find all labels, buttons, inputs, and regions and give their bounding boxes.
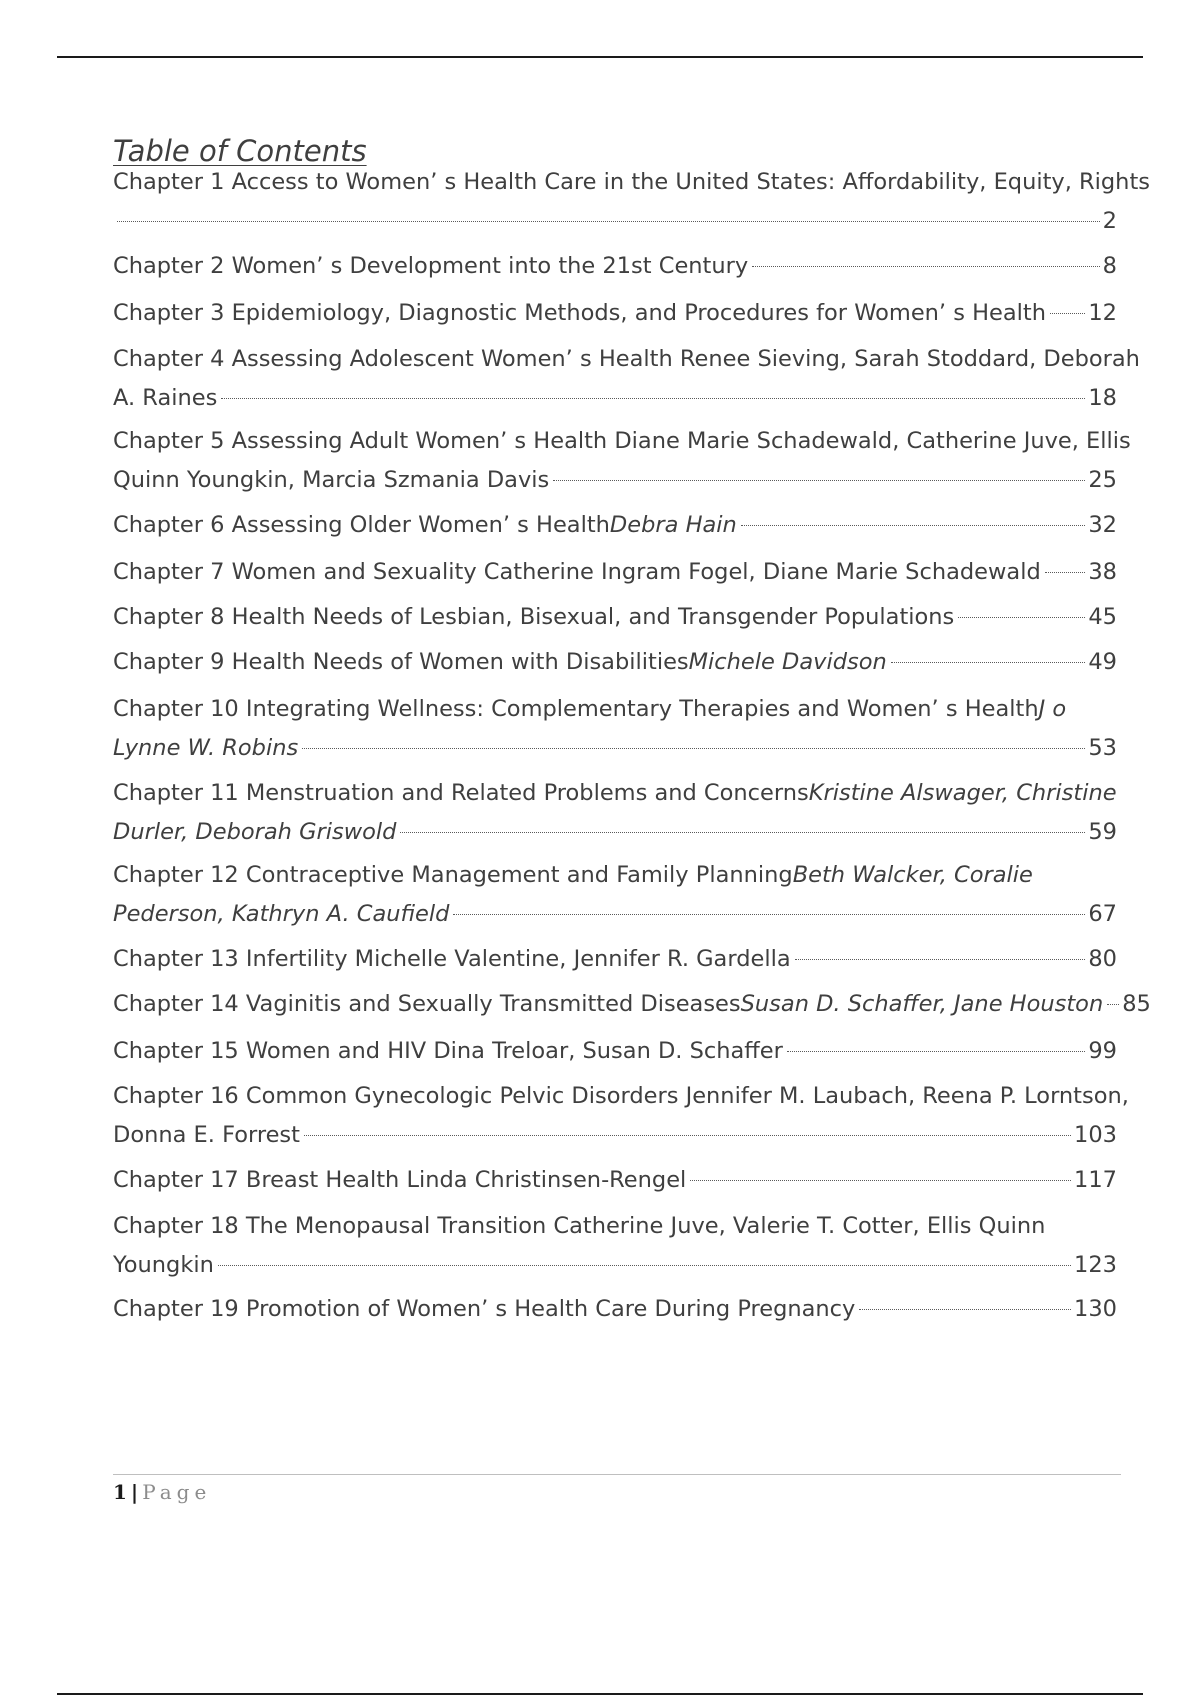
footer-separator: | [130, 1480, 139, 1504]
toc-entry-line [113, 774, 1117, 813]
toc-page-number: 85 [1122, 991, 1151, 1017]
toc-page-number: 12 [1088, 300, 1117, 326]
toc-entry[interactable] [113, 247, 1117, 286]
toc-page-number: 103 [1074, 1122, 1117, 1148]
toc-page-number: 130 [1074, 1296, 1117, 1322]
toc-dot-leader [752, 266, 1099, 267]
toc-dot-leader [218, 1265, 1071, 1266]
toc-page-number: 123 [1074, 1252, 1117, 1278]
header-rule [57, 56, 1143, 58]
toc-entry-title: Chapter 11 Menstruation and Related Problems and Concerns [113, 780, 809, 806]
toc-page-number: 59 [1088, 819, 1117, 845]
toc-dot-leader [400, 832, 1085, 833]
toc-entry[interactable] [113, 598, 1117, 637]
toc-dot-leader [859, 1309, 1071, 1310]
toc-entry-authors: Michele Davidson [688, 649, 887, 675]
toc-page-number: 38 [1088, 559, 1117, 585]
toc-entry-title: Chapter 7 Women and Sexuality Catherine Ingram Fogel, Diane Marie Schadewald [113, 559, 1041, 585]
toc-entry-line [113, 729, 1117, 768]
toc-page-number: 18 [1088, 385, 1117, 411]
toc-entry-line [113, 940, 1117, 979]
footer-rule [113, 1474, 1121, 1475]
toc-entry-line [113, 379, 1117, 418]
toc-entry[interactable] [113, 506, 1117, 545]
toc-entry-line [113, 1116, 1117, 1155]
toc-entry[interactable] [113, 340, 1140, 418]
toc-dot-leader [741, 525, 1086, 526]
toc-entry[interactable] [113, 856, 1117, 934]
toc-entry[interactable] [113, 985, 1151, 1024]
toc-entry-title: Chapter 13 Infertility Michelle Valentine, Jennifer R. Gardella [113, 946, 791, 972]
toc-entry-line [113, 813, 1117, 852]
footer-bottom-rule [57, 1693, 1143, 1695]
toc-entry-line [113, 985, 1151, 1024]
toc-dot-leader [304, 1135, 1071, 1136]
toc-entry-title: Chapter 8 Health Needs of Lesbian, Bisexual, and Transgender Populations [113, 604, 955, 630]
toc-entry-line [113, 598, 1117, 637]
toc-entry-line [113, 1246, 1117, 1285]
toc-entry-authors: J o [1038, 696, 1067, 722]
toc-page-number: 2 [1102, 208, 1117, 234]
toc-page-number: 8 [1102, 253, 1117, 279]
toc-entry-title: Chapter 14 Vaginitis and Sexually Transmitted Diseases [113, 991, 741, 1017]
toc-entry-title: Chapter 4 Assessing Adolescent Women’ s Health Renee Sieving, Sarah Stoddard, Deborah [113, 346, 1140, 372]
toc-entry-title: Chapter 19 Promotion of Women’ s Health Care During Pregnancy [113, 1296, 856, 1322]
toc-entry-line [113, 294, 1117, 333]
toc-dot-leader [1050, 313, 1085, 314]
toc-dot-leader [795, 959, 1086, 960]
toc-entry-title: Chapter 3 Epidemiology, Diagnostic Methods, and Procedures for Women’ s Health [113, 300, 1046, 326]
toc-entry-authors: Debra Hain [609, 512, 737, 538]
toc-entry-line [113, 163, 1150, 202]
toc-entry-line [113, 340, 1140, 379]
toc-dot-leader [221, 398, 1085, 399]
toc-page-number: 25 [1088, 467, 1117, 493]
toc-entry-line [113, 422, 1131, 461]
toc-page-number: 117 [1074, 1167, 1117, 1193]
toc-entry-line [113, 461, 1117, 500]
toc-entry-line [113, 506, 1117, 545]
toc-entry-title: Chapter 9 Health Needs of Women with Disabilities [113, 649, 689, 675]
toc-page-number: 80 [1088, 946, 1117, 972]
toc-page-number: 67 [1088, 901, 1117, 927]
page-footer [113, 1478, 211, 1506]
toc-entry-line [113, 1032, 1117, 1071]
toc-entry-authors: Pederson, Kathryn A. Caufield [113, 901, 450, 927]
toc-page-number: 49 [1088, 649, 1117, 675]
toc-entry[interactable] [113, 774, 1117, 852]
toc-entry-title: Youngkin [113, 1252, 214, 1278]
toc-entry-title: Quinn Youngkin, Marcia Szmania Davis [113, 467, 550, 493]
toc-page-number: 99 [1088, 1038, 1117, 1064]
page-number: 1 [113, 1480, 127, 1504]
toc-entry-title: Chapter 18 The Menopausal Transition Catherine Juve, Valerie T. Cotter, Ellis Quinn [113, 1213, 1046, 1239]
toc-entry-authors: Lynne W. Robins [113, 735, 299, 761]
toc-entry-line [113, 202, 1117, 241]
toc-dot-leader [302, 748, 1085, 749]
toc-entry-title: Chapter 10 Integrating Wellness: Complementary Therapies and Women’ s Health [113, 696, 1039, 722]
toc-entry-title: Chapter 16 Common Gynecologic Pelvic Disorders Jennifer M. Laubach, Reena P. Lorntson, [113, 1083, 1129, 1109]
toc-entry-line [113, 1207, 1117, 1246]
toc-entry[interactable] [113, 1161, 1117, 1200]
toc-entry-authors: Durler, Deborah Griswold [113, 819, 397, 845]
page-label: Page [142, 1480, 212, 1504]
toc-page-number: 53 [1088, 735, 1117, 761]
toc-entry[interactable] [113, 1290, 1117, 1329]
toc-entry[interactable] [113, 643, 1117, 682]
toc-dot-leader [958, 617, 1085, 618]
toc-entry[interactable] [113, 690, 1117, 768]
toc-entry-authors: Kristine Alswager, Christine [808, 780, 1117, 806]
toc-entry-title: Donna E. Forrest [113, 1122, 300, 1148]
toc-entry-line [113, 1077, 1129, 1116]
toc-entry[interactable] [113, 1077, 1129, 1155]
toc-entry-title: Chapter 15 Women and HIV Dina Treloar, Susan D. Schaffer [113, 1038, 783, 1064]
toc-entry-title: Chapter 12 Contraceptive Management and Family Planning [113, 862, 793, 888]
toc-entry[interactable] [113, 1032, 1117, 1071]
toc-page-number: 45 [1088, 604, 1117, 630]
toc-dot-leader [553, 480, 1085, 481]
toc-dot-leader [1107, 1004, 1119, 1005]
toc-entry-authors: Susan D. Schaffer, Jane Houston [740, 991, 1104, 1017]
toc-entry-title: A. Raines [113, 385, 218, 411]
toc-dot-leader [787, 1051, 1085, 1052]
toc-entry[interactable] [113, 1207, 1117, 1285]
toc-entry-line [113, 690, 1117, 729]
toc-entry-line [113, 643, 1117, 682]
toc-title: Table of Contents [113, 134, 367, 168]
toc-entry-authors: Beth Walcker, Coralie [792, 862, 1033, 888]
toc-dot-leader [1045, 572, 1086, 573]
toc-dot-leader [117, 221, 1100, 222]
toc-dot-leader [453, 914, 1085, 915]
toc-entry[interactable] [113, 553, 1117, 592]
toc-entry-title: Chapter 1 Access to Women’ s Health Care in the United States: Affordability, Equity, Rights [113, 169, 1150, 195]
toc-entry-title: Chapter 5 Assessing Adult Women’ s Health Diane Marie Schadewald, Catherine Juve, Ellis [113, 428, 1131, 454]
toc-entry-title: Chapter 2 Women’ s Development into the 21st Century [113, 253, 749, 279]
toc-dot-leader [891, 662, 1086, 663]
toc-entry-line [113, 895, 1117, 934]
toc-entry-line [113, 1161, 1117, 1200]
toc-entry-line [113, 553, 1117, 592]
toc-entry[interactable] [113, 294, 1117, 333]
toc-entry-line [113, 247, 1117, 286]
toc-entry-title: Chapter 6 Assessing Older Women’ s Health [113, 512, 610, 538]
toc-dot-leader [690, 1180, 1071, 1181]
toc-entry-line [113, 1290, 1117, 1329]
toc-page-number: 32 [1088, 512, 1117, 538]
toc-entry[interactable] [113, 422, 1131, 500]
toc-entry[interactable] [113, 163, 1150, 241]
toc-entry-title: Chapter 17 Breast Health Linda Christinsen-Rengel [113, 1167, 687, 1193]
toc-entry-line [113, 856, 1117, 895]
toc-entry[interactable] [113, 940, 1117, 979]
